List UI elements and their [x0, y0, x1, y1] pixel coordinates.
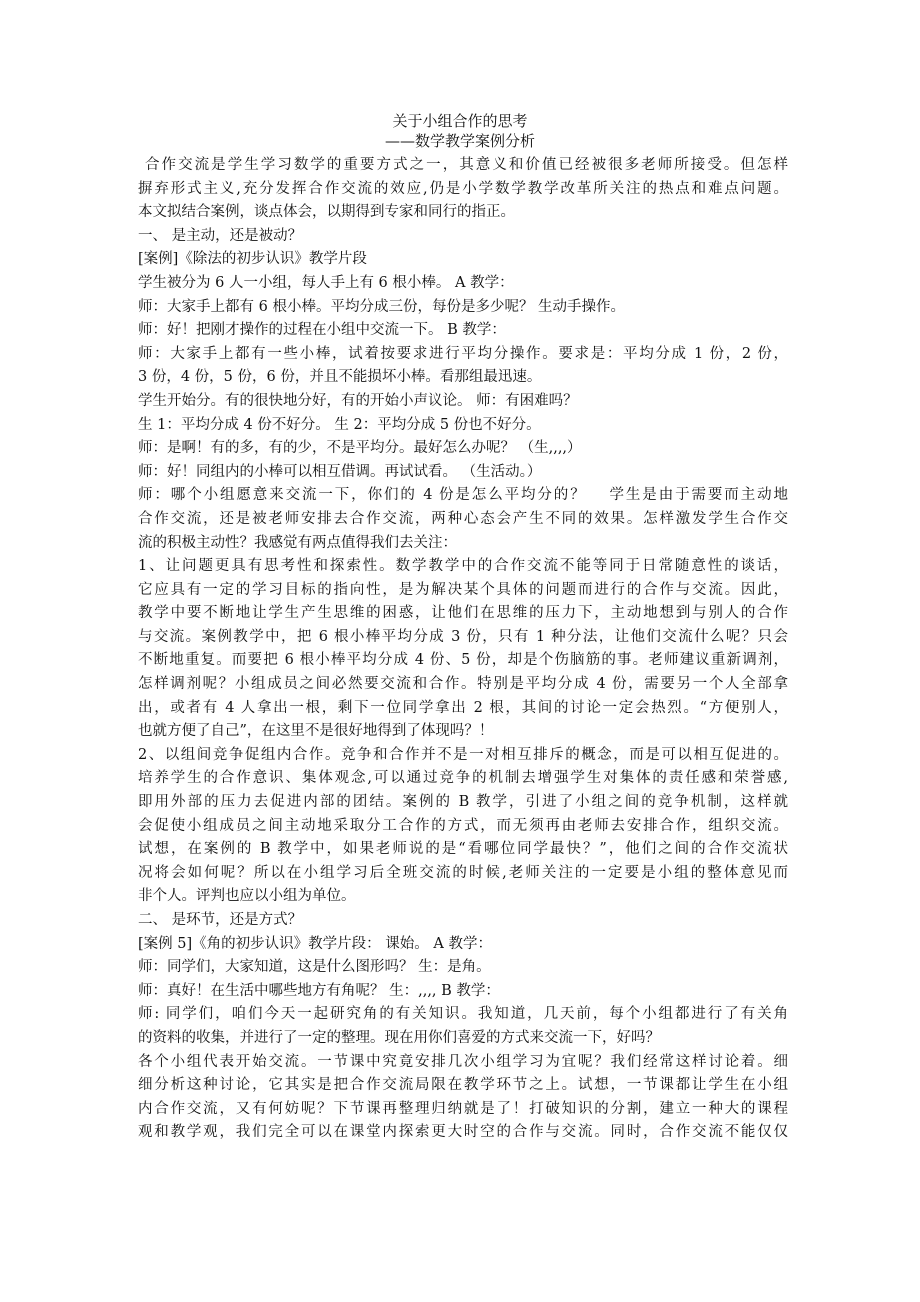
text-line: 摒弃形式主义,充分发挥合作交流的效应,仍是小学数学教学改革所关注的热点和难点问题。 [138, 180, 788, 197]
text-line: 3 份，4 份，5 份，6 份，并且不能损坏小棒。看那组最迅速。 [138, 369, 542, 386]
text-line: [案例]《除法的初步认识》教学片段 [138, 251, 367, 268]
text-line: 师：大家手上都有 6 根小棒。平均分成三份，每份是多少呢？ 生动手操作。 [138, 298, 626, 315]
text-line: 师：同学们，大家知道，这是什么图形吗？ 生：是角。 [138, 959, 491, 976]
text-line: 师: 同学们，咱们今天一起研究角的有关知识。我知道，几天前，每个小组都进行了有关角 [138, 1006, 788, 1023]
text-line: 一、 是主动，还是被动？ [138, 227, 303, 244]
text-line: 1、让问题更具有思考性和探索性。数学教学中的合作交流不能等同于日常随意性的谈话， [138, 558, 788, 575]
text-line: 师：哪个小组愿意来交流一下，你们的 4 份是怎么平均分的？ 学生是由于需要而主动地 [138, 487, 788, 504]
text-line: 教学中要不断地让学生产生思维的困惑，让他们在思维的压力下，主动地想到与别人的合作 [138, 605, 788, 622]
text-line: 怎样调剂呢？小组成员之间必然要交流和合作。特别是平均分成 4 份，需要另一个人全部拿 [138, 676, 788, 693]
text-line: 学生被分为 6 人一小组，每人手上有 6 根小棒。 A 教学： [138, 274, 514, 291]
text-line: 不断地重复。而要把 6 根小棒平均分成 4 份、5 份，却是个伤脑筋的事。老师建议重新调剂， [138, 652, 788, 669]
text-line: 也就方便了自己”，在这里不是很好地得到了体现吗？！ [138, 723, 494, 740]
text-line: [案例 5]《角的初步认识》教学片段： 课始。 A 教学： [138, 935, 492, 952]
text-line: 观和教学观，我们完全可以在课堂内探索更大时空的合作与交流。同时，合作交流不能仅仅 [138, 1124, 788, 1141]
text-line: 非个人。评判也应以小组为单位。 [138, 888, 356, 905]
text-line: 它应具有一定的学习目标的指向性，是为解决某个具体的问题而进行的合作与交流。因此， [138, 581, 788, 598]
text-line: 出，或者有 4 人拿出一根，剩下一位同学拿出 2 根，其间的讨论一定会热烈。“方便别人， [138, 699, 788, 716]
text-line: 二、 是环节，还是方式？ [138, 912, 303, 928]
text-line: 各个小组代表开始交流。一节课中究竟安排几次小组学习为宜呢？我们经常这样讨论着。细 [138, 1053, 788, 1070]
text-line: 师：是啊！有的多，有的少，不是平均分。最好怎么办呢？ （生,,,,） [138, 440, 582, 457]
text-line: 况将会如何呢？所以在小组学习后全班交流的时候,老师关注的一定要是小组的整体意见而 [138, 864, 788, 881]
text-line: 的资料的收集，并进行了一定的整理。现在用你们喜爱的方式来交流一下，好吗？ [138, 1029, 660, 1046]
text-line: 培养学生的合作意识、集体观念,可以通过竞争的机制去增强学生对集体的责任感和荣誉感, [138, 770, 788, 787]
text-line: 师：大家手上都有一些小棒，试着按要求进行平均分操作。要求是：平均分成 1 份，2 份， [138, 345, 788, 362]
text-line: 会促使小组成员之间主动地采取分工合作的方式，而无须再由老师去安排合作，组织交流。 [138, 817, 788, 834]
text-line: 合作交流，还是被老师安排去合作交流，两种心态会产生不同的效果。怎样激发学生合作交 [138, 510, 788, 527]
text-line: 生 1：平均分成 4 份不好分。 生 2：平均分成 5 份也不好分。 [138, 416, 541, 433]
text-line: 即用外部的压力去促进内部的团结。案例的 B 教学，引进了小组之间的竞争机制，这样就 [138, 794, 788, 811]
text-line: 流的积极主动性？我感觉有两点值得我们去关注： [138, 534, 457, 551]
text-line: 师：好！同组内的小棒可以相互借调。再试试看。 （生活动。） [138, 463, 542, 480]
page-subtitle: ——数学教学案例分析 [384, 132, 535, 150]
text-line: 与交流。案例教学中，把 6 根小棒平均分成 3 份，只有 1 种分法，让他们交流什么呢？只会 [138, 628, 788, 645]
title-block [0, 111, 920, 153]
text-line: 师：真好！在生活中哪些地方有角呢？ 生：,,,, B 教学： [138, 982, 500, 999]
text-line: 本文拟结合案例，谈点体会，以期得到专家和同行的指正。 [138, 204, 515, 221]
text-line: 细分析这种讨论，它其实是把合作交流局限在教学环节之上。试想，一节课都让学生在小组 [138, 1077, 788, 1094]
text-line: 2、以组间竞争促组内合作。竞争和合作并不是一对相互排斥的概念，而是可以相互促进的。 [138, 746, 788, 763]
text-line: 师：好！把刚才操作的过程在小组中交流一下。 B 教学： [138, 322, 506, 339]
text-line: 内合作交流，又有何妨呢？下节课再整理归纳就是了！打破知识的分割，建立一种大的课程 [138, 1100, 788, 1117]
text-line: 合作交流是学生学习数学的重要方式之一，其意义和价值已经被很多老师所接受。但怎样 [145, 157, 788, 173]
page-title: 关于小组合作的思考 [392, 112, 528, 130]
text-line: 学生开始分。有的很快地分好，有的开始小声议论。 师：有困难吗？ [138, 392, 578, 409]
document-body [138, 154, 788, 1145]
text-line: 试想，在案例的 B 教学中，如果老师说的是“看哪位同学最快？”，他们之间的合作交流状 [138, 841, 788, 858]
